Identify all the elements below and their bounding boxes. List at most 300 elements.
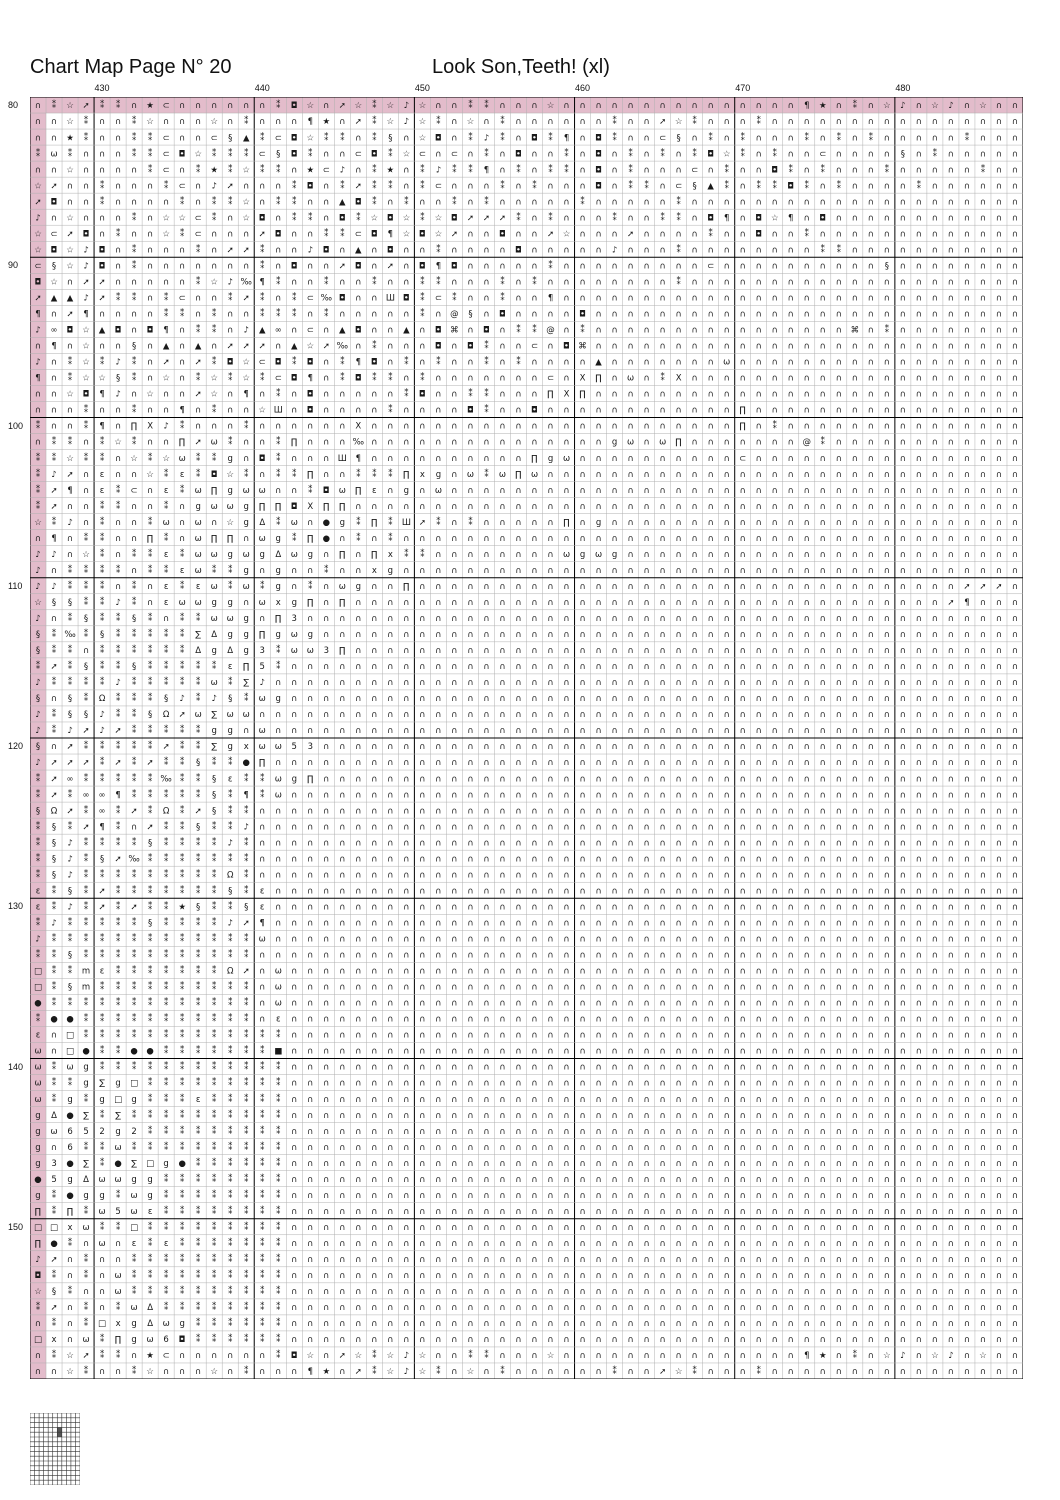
symbol-cell: ⁑	[260, 1255, 265, 1266]
symbol-cell: ⁑	[292, 213, 297, 224]
symbol-cell: ∩	[851, 982, 858, 993]
symbol-cell: ∩	[387, 277, 394, 288]
symbol-cell: ∏	[403, 469, 410, 480]
symbol-cell: ⁑	[83, 902, 89, 913]
symbol-cell: ∩	[643, 437, 650, 448]
symbol-cell: ∩	[243, 181, 250, 192]
symbol-cell: ➚	[242, 341, 250, 352]
symbol-cell: ∩	[979, 469, 987, 480]
symbol-cell: ◘	[274, 357, 282, 368]
symbol-cell: ∩	[1011, 966, 1019, 977]
symbol-cell: ◘	[595, 165, 602, 176]
symbol-cell: ⁑	[244, 149, 249, 160]
symbol-cell: ∩	[211, 293, 218, 304]
symbol-cell: ∩	[803, 357, 810, 368]
symbol-cell: ∩	[50, 565, 58, 576]
symbol-cell: ∩	[515, 1255, 522, 1266]
symbol-cell: ∩	[1011, 806, 1019, 817]
symbol-cell: ∩	[355, 309, 362, 320]
symbol-cell: ∩	[579, 726, 586, 737]
symbol-cell: ∩	[403, 1238, 410, 1249]
symbol-cell: ∩	[643, 501, 650, 512]
symbol-cell: ⁑	[228, 197, 233, 208]
symbol-cell: ⁑	[708, 229, 713, 240]
symbol-cell: ∩	[50, 614, 58, 625]
symbol-cell: ∩	[931, 325, 939, 336]
symbol-cell: ⁑	[244, 1206, 249, 1217]
symbol-cell: ∩	[419, 1303, 426, 1314]
symbol-cell: ⁑	[820, 165, 825, 176]
symbol-cell: ∩	[995, 501, 1003, 512]
symbol-cell: ⁑	[436, 245, 441, 256]
symbol-cell: ∩	[291, 1367, 298, 1378]
symbol-cell: ∩	[643, 1319, 650, 1330]
symbol-cell: ⁑	[468, 389, 473, 400]
symbol-cell: ∩	[451, 1319, 458, 1330]
symbol-cell: ∩	[515, 565, 522, 576]
symbol-cell: ∩	[563, 1238, 570, 1249]
symbol-cell: ∩	[339, 1206, 346, 1217]
symbol-cell: ∩	[995, 1367, 1003, 1378]
symbol-cell: ∩	[979, 1094, 987, 1105]
symbol-cell: ∩	[451, 966, 458, 977]
symbol-cell: ∩	[707, 1271, 714, 1282]
symbol-cell: ∩	[723, 646, 730, 657]
symbol-cell: g	[275, 533, 281, 544]
symbol-cell: ∩	[675, 1335, 682, 1346]
symbol-cell: □	[114, 1094, 123, 1105]
symbol-cell: ∩	[355, 1078, 362, 1089]
symbol-cell: ∩	[323, 1238, 330, 1249]
symbol-cell: ∩	[547, 886, 554, 897]
symbol-cell: ∩	[803, 469, 810, 480]
symbol-cell: ⁑	[99, 1222, 105, 1233]
symbol-cell: ∩	[835, 149, 842, 160]
symbol-cell: ⁑	[212, 1206, 217, 1217]
symbol-cell: ∩	[851, 886, 858, 897]
symbol-cell: ☆	[66, 245, 74, 256]
symbol-cell: ∩	[851, 1190, 858, 1201]
symbol-cell: ∩	[355, 662, 362, 673]
symbol-cell: ∩	[339, 966, 346, 977]
symbol-cell: ∩	[819, 293, 826, 304]
symbol-cell: ∩	[739, 1238, 746, 1249]
symbol-cell: ∩	[483, 982, 490, 993]
symbol-cell: ∩	[659, 822, 666, 833]
symbol-cell: ⁑	[99, 774, 105, 785]
symbol-cell: ∩	[963, 1014, 971, 1025]
symbol-cell: ∩	[595, 1271, 602, 1282]
symbol-cell: ∩	[339, 1142, 346, 1153]
symbol-cell: ∩	[1011, 630, 1019, 641]
symbol-cell: ∩	[627, 998, 634, 1009]
symbol-cell: ∩	[995, 149, 1003, 160]
symbol-cell: ∩	[595, 614, 602, 625]
symbol-cell: ⁑	[244, 1222, 249, 1233]
symbol-cell: ⁑	[212, 662, 217, 673]
symbol-cell: ∑	[195, 630, 202, 641]
symbol-cell: ∩	[499, 1174, 506, 1185]
symbol-cell: ∩	[579, 1222, 586, 1233]
symbol-cell: ∩	[659, 918, 666, 929]
symbol-cell: ∩	[739, 1142, 746, 1153]
symbol-cell: ⁑	[99, 614, 105, 625]
symbol-cell: ∩	[995, 822, 1003, 833]
symbol-cell: ⁑	[51, 630, 57, 641]
symbol-cell: ∩	[563, 694, 570, 705]
symbol-cell: ∩	[819, 1271, 826, 1282]
symbol-cell: ∩	[371, 1222, 378, 1233]
symbol-cell: ⁑	[276, 1158, 281, 1169]
symbol-cell: ∩	[595, 774, 602, 785]
symbol-cell: ∩	[995, 758, 1003, 769]
symbol-cell: ∩	[755, 469, 762, 480]
symbol-cell: ω	[258, 533, 266, 544]
symbol-cell: ∩	[915, 726, 923, 737]
symbol-cell: ∩	[323, 213, 330, 224]
symbol-cell: ∩	[899, 1046, 906, 1057]
symbol-cell: ∩	[531, 1367, 538, 1378]
symbol-cell: ∩	[771, 950, 778, 961]
symbol-cell: ∩	[691, 790, 698, 801]
symbol-cell: ∩	[947, 149, 955, 160]
symbol-cell: ∩	[451, 341, 458, 352]
symbol-cell: ◘	[274, 229, 282, 240]
symbol-cell: ∩	[963, 998, 971, 1009]
symbol-cell: ∩	[483, 1078, 490, 1089]
symbol-cell: ∩	[947, 517, 955, 528]
symbol-cell: ∩	[531, 357, 538, 368]
symbol-cell: ∩	[835, 854, 842, 865]
symbol-cell: ∩	[979, 694, 987, 705]
symbol-cell: ∩	[371, 662, 378, 673]
symbol-cell: ⁑	[147, 678, 153, 689]
symbol-cell: ∩	[995, 1046, 1003, 1057]
symbol-cell: ∩	[915, 421, 923, 432]
symbol-cell: ∩	[371, 646, 378, 657]
symbol-cell: ⁑	[196, 966, 201, 977]
symbol-cell: ∩	[755, 1287, 762, 1298]
symbol-cell: ∩	[419, 1222, 426, 1233]
symbol-cell: ⁑	[131, 790, 137, 801]
symbol-cell: ∩	[771, 453, 778, 464]
symbol-cell: ∩	[883, 1206, 890, 1217]
symbol-cell: ¶	[67, 485, 73, 496]
symbol-cell: ∩	[275, 341, 282, 352]
symbol-cell: ♪	[483, 133, 490, 144]
symbol-cell: ∩	[483, 533, 490, 544]
symbol-cell: ∩	[883, 694, 890, 705]
symbol-cell: ∩	[659, 758, 666, 769]
symbol-cell: ⁑	[244, 934, 249, 945]
symbol-cell: ε	[179, 469, 185, 480]
symbol-cell: ∩	[947, 373, 955, 384]
symbol-cell: ∩	[803, 1126, 810, 1137]
symbol-cell: ∩	[419, 902, 426, 913]
symbol-cell: ∩	[483, 902, 490, 913]
symbol-cell: ∩	[355, 1222, 362, 1233]
symbol-cell: ∩	[595, 694, 602, 705]
symbol-cell: ∩	[963, 357, 971, 368]
symbol-cell: ∩	[979, 421, 987, 432]
symbol-cell: ∩	[499, 902, 506, 913]
symbol-cell: ∩	[995, 517, 1003, 528]
symbol-cell: ∩	[627, 581, 634, 592]
symbol-cell: ∩	[707, 1110, 714, 1121]
symbol-cell: ∩	[259, 854, 266, 865]
symbol-cell: ∩	[691, 1094, 698, 1105]
symbol-cell: ∩	[547, 630, 554, 641]
symbol-cell: ∩	[979, 614, 987, 625]
symbol-cell: ∩	[947, 822, 955, 833]
symbol-cell: ∩	[595, 1303, 602, 1314]
symbol-cell: ∩	[1011, 117, 1019, 128]
symbol-cell: ➚	[50, 1255, 58, 1266]
symbol-cell: ∩	[451, 389, 458, 400]
symbol-cell: ∩	[947, 902, 955, 913]
symbol-cell: g	[83, 1190, 89, 1201]
symbol-cell: ⊂	[162, 1351, 170, 1362]
symbol-cell: ∩	[867, 1062, 874, 1073]
symbol-cell: ∩	[851, 453, 858, 464]
symbol-cell: ∩	[419, 694, 426, 705]
symbol-cell: ¶	[99, 421, 105, 432]
symbol-cell: ∩	[963, 1206, 971, 1217]
symbol-cell: ∩	[243, 309, 250, 320]
symbol-cell: ∩	[563, 1030, 570, 1041]
symbol-cell: ∩	[435, 726, 442, 737]
symbol-cell: ∩	[659, 1062, 666, 1073]
symbol-cell: ∩	[323, 1014, 330, 1025]
symbol-cell: ∩	[979, 822, 987, 833]
symbol-cell: ∩	[931, 229, 939, 240]
symbol-cell: ⊂	[258, 357, 266, 368]
symbol-cell: ∩	[1011, 405, 1019, 416]
symbol-cell: ⁑	[115, 870, 121, 881]
symbol-cell: ∩	[1011, 501, 1019, 512]
symbol-cell: ∩	[467, 998, 474, 1009]
symbol-cell: ∩	[803, 790, 810, 801]
symbol-cell: ∩	[883, 774, 890, 785]
symbol-cell: ∩	[371, 245, 378, 256]
symbol-cell: ∩	[627, 1271, 634, 1282]
symbol-cell: ∩	[499, 1271, 506, 1282]
symbol-cell: ∩	[835, 261, 842, 272]
symbol-cell: ⁑	[83, 533, 89, 544]
symbol-cell: ⁑	[244, 838, 249, 849]
symbol-cell: ∩	[98, 341, 106, 352]
symbol-cell: ∩	[803, 1078, 810, 1089]
symbol-cell: ∩	[803, 982, 810, 993]
symbol-cell: ∏	[210, 533, 218, 544]
symbol-cell: ⁑	[196, 998, 201, 1009]
symbol-cell: ⁑	[196, 1335, 201, 1346]
symbol-cell: ∩	[771, 838, 778, 849]
symbol-cell: ⁑	[115, 998, 121, 1009]
symbol-cell: ⁑	[83, 1255, 89, 1266]
symbol-cell: ∩	[931, 245, 939, 256]
symbol-cell: ∩	[787, 405, 794, 416]
symbol-cell: ∩	[819, 1046, 826, 1057]
symbol-cell: ∩	[531, 1287, 538, 1298]
symbol-cell: ∩	[867, 373, 874, 384]
symbol-cell: ⁑	[420, 309, 425, 320]
symbol-cell: ∩	[707, 694, 714, 705]
symbol-cell: ∩	[739, 1206, 746, 1217]
symbol-cell: ∩	[323, 149, 330, 160]
symbol-cell: ∩	[915, 614, 923, 625]
symbol-cell: ⁑	[35, 790, 41, 801]
symbol-cell: ∩	[179, 101, 186, 112]
symbol-cell: ∩	[323, 1158, 330, 1169]
symbol-cell: ⁑	[67, 662, 73, 673]
row-label: 140	[8, 1061, 24, 1072]
symbol-cell: ⁑	[276, 1078, 281, 1089]
symbol-cell: ∩	[563, 101, 570, 112]
symbol-cell: ∩	[755, 1351, 762, 1362]
symbol-cell: ω	[290, 630, 298, 641]
symbol-cell: ∩	[899, 998, 906, 1009]
symbol-cell: ∩	[451, 1030, 458, 1041]
symbol-cell: ∩	[355, 742, 362, 753]
symbol-cell: ◘	[290, 133, 298, 144]
symbol-cell: ∩	[707, 1174, 714, 1185]
symbol-cell: ➚	[258, 341, 266, 352]
symbol-cell: ∩	[195, 421, 202, 432]
symbol-cell: ∩	[82, 165, 90, 176]
symbol-cell: ∩	[403, 1062, 410, 1073]
symbol-cell: ∩	[627, 1255, 634, 1266]
symbol-cell: ∩	[707, 293, 714, 304]
symbol-cell: ∩	[707, 1303, 714, 1314]
symbol-cell: ¶	[163, 325, 169, 336]
symbol-cell: ∩	[371, 453, 378, 464]
symbol-cell: ∩	[419, 886, 426, 897]
symbol-cell: ∩	[723, 1174, 730, 1185]
symbol-cell: ⁑	[212, 565, 217, 576]
symbol-cell: ∩	[483, 1271, 490, 1282]
symbol-cell: ∩	[723, 1351, 730, 1362]
symbol-cell: ∩	[835, 1126, 842, 1137]
symbol-cell: ∩	[419, 742, 426, 753]
symbol-cell: ∩	[723, 1126, 730, 1137]
symbol-cell: ∩	[659, 389, 666, 400]
symbol-cell: ∩	[995, 1271, 1003, 1282]
symbol-cell: ∩	[531, 165, 538, 176]
symbol-cell: ∩	[515, 1190, 522, 1201]
symbol-cell: ∩	[515, 1126, 522, 1137]
symbol-cell: ⁑	[260, 133, 265, 144]
symbol-cell: ∩	[963, 886, 971, 897]
symbol-cell: g	[243, 630, 249, 641]
symbol-cell: ∩	[435, 806, 442, 817]
symbol-cell: ∩	[851, 998, 858, 1009]
symbol-cell: ∩	[547, 646, 554, 657]
symbol-cell: ∩	[499, 1190, 506, 1201]
symbol-cell: ∩	[595, 453, 602, 464]
symbol-cell: ∩	[579, 149, 586, 160]
symbol-cell: ∩	[355, 1287, 362, 1298]
symbol-cell: ∩	[755, 389, 762, 400]
symbol-cell: ∩	[307, 1110, 314, 1121]
symbol-cell: ¶	[355, 357, 362, 368]
symbol-cell: ➚	[242, 293, 250, 304]
symbol-cell: ε	[275, 1014, 281, 1025]
symbol-cell: ∩	[499, 1222, 506, 1233]
symbol-cell: ∩	[403, 501, 410, 512]
symbol-cell: ⁑	[244, 117, 249, 128]
symbol-cell: ∩	[915, 1126, 923, 1137]
symbol-cell: ∩	[771, 678, 778, 689]
symbol-cell: ➚	[226, 245, 234, 256]
symbol-cell: ◘	[435, 325, 442, 336]
symbol-cell: ∩	[531, 966, 538, 977]
symbol-cell: ⁑	[99, 838, 105, 849]
symbol-cell: ω	[130, 1303, 138, 1314]
symbol-cell: ∩	[323, 1030, 330, 1041]
symbol-cell: ∩	[931, 309, 939, 320]
symbol-cell: ∩	[691, 774, 698, 785]
symbol-cell: ∩	[50, 1030, 58, 1041]
symbol-cell: ∩	[483, 117, 490, 128]
symbol-cell: ∩	[915, 133, 923, 144]
symbol-cell: ∩	[547, 1158, 554, 1169]
symbol-cell: ⁑	[196, 854, 201, 865]
symbol-cell: ∩	[931, 1319, 939, 1330]
symbol-cell: ∩	[34, 341, 42, 352]
symbol-cell: ∩	[995, 1238, 1003, 1249]
symbol-cell: ∩	[723, 261, 730, 272]
symbol-cell: ω	[498, 469, 507, 480]
symbol-cell: ∩	[1011, 1303, 1019, 1314]
symbol-cell: ∩	[867, 261, 874, 272]
symbol-cell: ∩	[195, 261, 202, 272]
symbol-cell: ∩	[819, 646, 826, 657]
symbol-cell: ∩	[739, 1062, 746, 1073]
symbol-cell: ⁑	[404, 357, 409, 368]
symbol-cell: ∩	[195, 197, 202, 208]
symbol-cell: ∩	[883, 1078, 890, 1089]
symbol-cell: ➚	[98, 902, 106, 913]
symbol-cell: ⁑	[692, 149, 697, 160]
symbol-cell: ∩	[499, 533, 506, 544]
symbol-cell: ∩	[899, 517, 906, 528]
symbol-cell: ➚	[242, 245, 250, 256]
symbol-cell: ∩	[979, 902, 987, 913]
symbol-cell: ∩	[675, 614, 682, 625]
symbol-cell: ●	[50, 1238, 58, 1249]
symbol-cell: ∩	[499, 950, 506, 961]
symbol-cell: ∩	[707, 437, 714, 448]
symbol-cell: ∩	[307, 822, 314, 833]
symbol-cell: ∩	[995, 133, 1003, 144]
symbol-cell: ∩	[979, 549, 987, 560]
symbol-cell: ∩	[595, 934, 602, 945]
symbol-cell: ∩	[403, 790, 410, 801]
symbol-cell: ∩	[819, 389, 826, 400]
symbol-cell: ⁑	[628, 165, 633, 176]
symbol-cell: ⁑	[500, 181, 505, 192]
symbol-cell: ∩	[611, 1335, 618, 1346]
symbol-cell: ∩	[291, 966, 298, 977]
symbol-cell: ∩	[323, 1110, 330, 1121]
symbol-cell: ⁑	[147, 1126, 153, 1137]
symbol-cell: ⁑	[147, 966, 153, 977]
symbol-cell: ∩	[451, 822, 458, 833]
symbol-cell: ∩	[835, 870, 842, 881]
symbol-cell: ∩	[739, 581, 746, 592]
symbol-cell: ∩	[771, 1174, 778, 1185]
